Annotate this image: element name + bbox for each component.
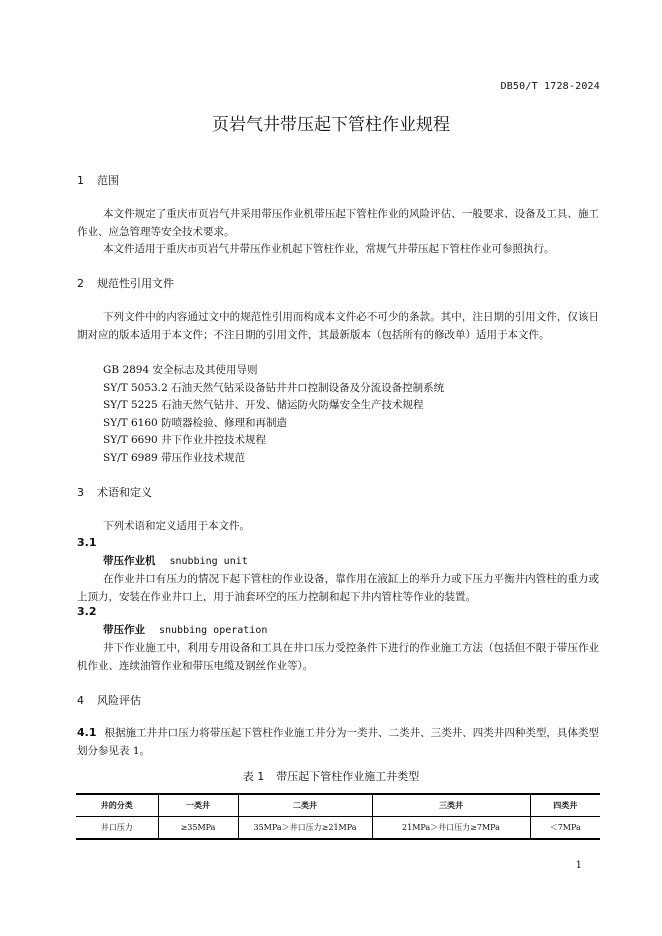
- term-number: 3.1: [77, 536, 97, 549]
- section-title: 范围: [97, 174, 119, 187]
- section-3-heading: [77, 484, 152, 500]
- section-number: 4: [77, 694, 84, 707]
- well-type-table: [76, 793, 600, 840]
- table-header-cell: 四类井: [530, 794, 600, 817]
- document-number: DB50/T 1728-2024: [500, 81, 600, 92]
- table-header-cell: 三类井: [372, 794, 530, 817]
- reference-item: SY/T 6690 井下作业井控技术规程: [103, 434, 267, 446]
- page-number: 1: [575, 860, 582, 871]
- table-cell: ＜7MPa: [530, 817, 600, 840]
- section-2-paragraph-1: 下列文件中的内容通过文中的规范性引用而构成本文件必不可少的条款。其中，注日期的引用文件，仅该日期对应的版本适用于本文件；不注日期的引用文件，其最新版本（包括所有的修改单）适用于本文件。: [77, 311, 599, 341]
- term-definition: 井下作业施工中，利用专用设备和工具在井口压力受控条件下进行的作业施工方法（包括但不限于带压作业机作业、连续油管作业和带压电缆及钢丝作业等）。: [77, 642, 599, 672]
- reference-item: SY/T 6160 防喷器检验、修理和再制造: [103, 417, 288, 429]
- reference-item: SY/T 5225 石油天然气钻井、开发、储运防火防爆安全生产技术规程: [103, 399, 424, 411]
- table-row: [76, 817, 600, 840]
- clause-number: 4.1: [77, 726, 97, 739]
- table-header-cell: 一类井: [158, 794, 238, 817]
- term-definition: 在作业井口有压力的情况下起下管柱的作业设备，靠作用在液缸上的举升力或下压力平衡井内管柱的重力或上顶力，安装在作业井口上，用于油套环空的压力控制和起下井内管柱等作业的装置。: [77, 573, 599, 603]
- reference-item: GB 2894 安全标志及其使用导则: [103, 364, 258, 376]
- term-name-zh: 带压作业机: [103, 555, 156, 567]
- document-title: 页岩气井带压起下管柱作业规程: [212, 115, 450, 135]
- table-cell: ≥35MPa: [158, 817, 238, 840]
- section-number: 3: [77, 486, 84, 499]
- term-name: [103, 553, 248, 568]
- table-header-cell: 二类井: [238, 794, 372, 817]
- section-title: 风险评估: [97, 694, 141, 707]
- term-number: 3.2: [77, 605, 97, 618]
- table-header-cell: 井的分类: [76, 794, 158, 817]
- section-1-paragraph-1: 本文件规定了重庆市页岩气井采用带压作业机带压起下管柱作业的风险评估、一般要求、设备及工具、施工作业、应急管理等安全技术要求。: [77, 208, 599, 238]
- section-1-paragraph-2: 本文件适用于重庆市页岩气井带压作业机起下管柱作业，常规气井带压起下管柱作业可参照执行。: [103, 243, 555, 255]
- term-name: [103, 622, 267, 637]
- table-header-row: [76, 794, 600, 817]
- section-title: 术语和定义: [97, 486, 152, 499]
- term-name-en: snubbing operation: [159, 625, 268, 636]
- term-name-zh: 带压作业: [103, 624, 145, 636]
- section-4-paragraph-1: [77, 724, 599, 760]
- section-2-heading: [77, 275, 174, 291]
- table-caption-title: 带压起下管柱作业施工井类型: [276, 770, 420, 783]
- table-caption: [0, 768, 662, 784]
- section-3-paragraph-1: 下列术语和定义适用于本文件。: [103, 520, 250, 532]
- table-cell: 井口压力: [76, 817, 158, 840]
- section-number: 2: [77, 277, 84, 290]
- term-name-en: snubbing unit: [169, 556, 248, 567]
- reference-item: SY/T 6989 带压作业技术规范: [103, 452, 246, 464]
- table-cell: 21MPa＞井口压力≥7MPa: [372, 817, 530, 840]
- section-1-heading: [77, 172, 119, 188]
- table-caption-number: 表 1: [242, 770, 265, 783]
- section-title: 规范性引用文件: [97, 277, 174, 290]
- clause-text: 根据施工井井口压力将带压起下管柱作业施工井分为一类井、二类井、三类井、四类井四种类型，具体类型划分参见表 1。: [77, 727, 599, 757]
- reference-item: SY/T 5053.2 石油天然气钻采设备钻井井口控制设备及分流设备控制系统: [103, 382, 445, 394]
- table-cell: 35MPa＞井口压力≥21MPa: [238, 817, 372, 840]
- section-number: 1: [77, 174, 84, 187]
- section-4-heading: [77, 692, 141, 708]
